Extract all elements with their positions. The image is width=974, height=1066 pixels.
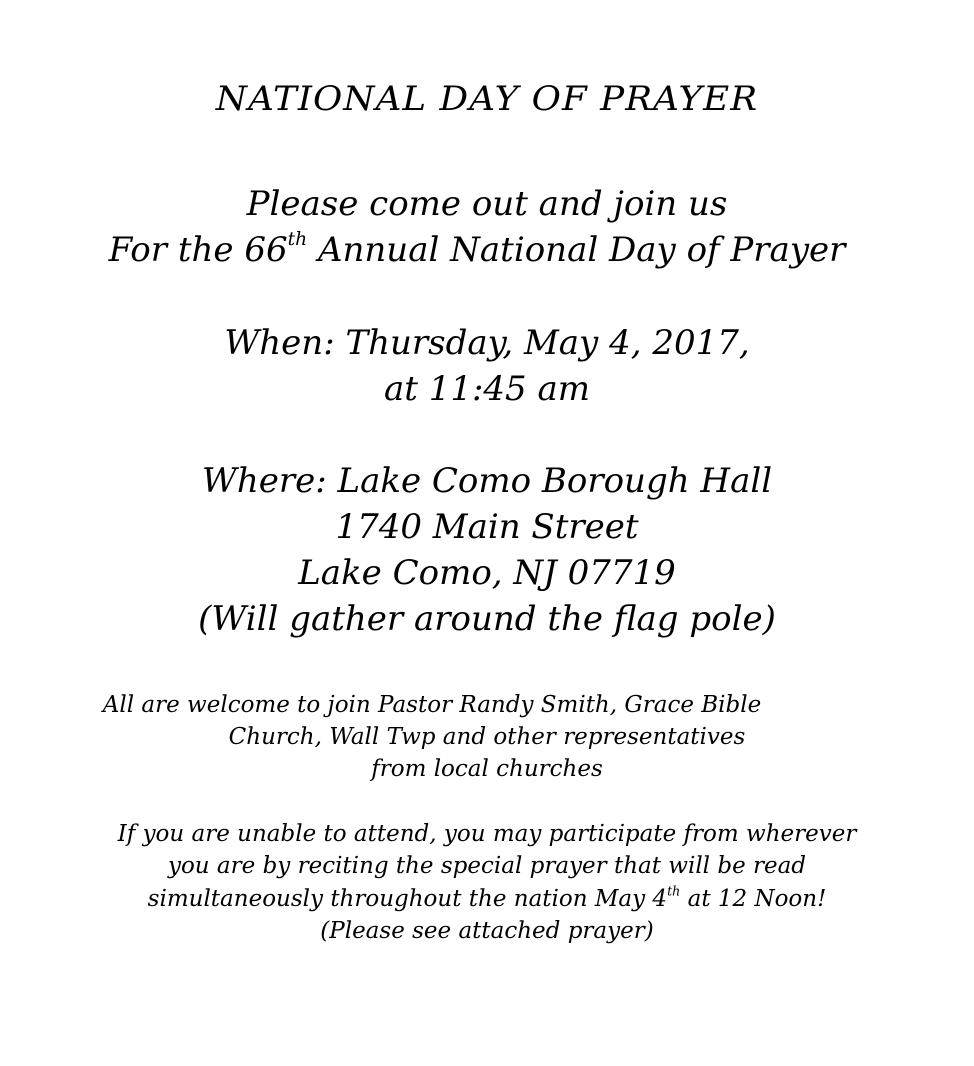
invite-line-2 [0, 229, 964, 270]
ordinal-suffix: th [667, 883, 681, 899]
welcome-line-3: from local churches [371, 756, 603, 782]
when-time: at 11:45 am [383, 369, 591, 409]
remote-line-4: (Please see attached prayer) [320, 918, 654, 944]
welcome-line-2: Church, Wall Twp and other representatives [228, 724, 746, 750]
ordinal-suffix: th [287, 229, 308, 251]
remote-line-1: If you are unable to attend, you may participate from wherever [117, 821, 857, 847]
where-note: (Will gather around the flag pole) [198, 599, 776, 639]
where-city: Lake Como, NJ 07719 [298, 553, 676, 593]
remote-line-3-start: simultaneously throughout the nation May 4 [147, 886, 668, 912]
when-date: When: Thursday, May 4, 2017, [224, 323, 750, 363]
flyer-title: NATIONAL DAY OF PRAYER [215, 79, 759, 119]
invite-line-1: Please come out and join us [246, 184, 728, 224]
remote-line-2: you are by reciting the special prayer that will be read [167, 853, 807, 879]
remote-line-3-end: at 12 Noon! [680, 886, 827, 912]
where-venue: Where: Lake Como Borough Hall [201, 461, 773, 501]
where-street: 1740 Main Street [335, 507, 639, 547]
welcome-line-1: All are welcome to join Pastor Randy Smith, Grace Bible [102, 692, 762, 718]
remote-line-3 [0, 883, 974, 912]
invite-line-2-end: Annual National Day of Prayer [307, 230, 846, 270]
invite-line-2-start: For the 66 [108, 230, 288, 270]
